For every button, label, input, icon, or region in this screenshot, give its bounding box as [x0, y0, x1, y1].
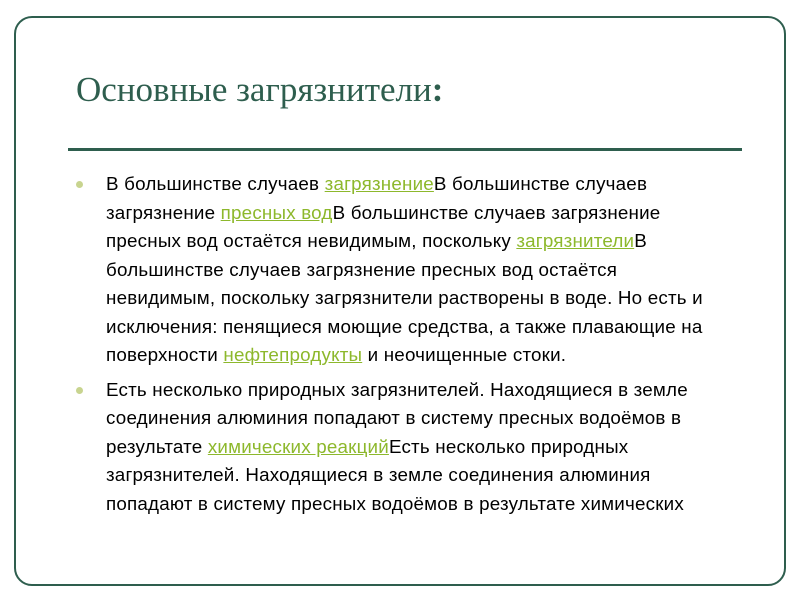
title-divider: [68, 148, 742, 151]
link-zagryazniteli[interactable]: загрязнители: [516, 230, 635, 251]
bullet-1-text-1: В большинстве случаев: [106, 173, 325, 194]
bullet-list: [68, 170, 728, 524]
bullet-dot-icon: [76, 387, 83, 394]
slide-title-text: Основные загрязнители: [76, 70, 432, 109]
slide-title: [76, 70, 443, 110]
bullet-1-text-2: В большинстве случаев загрязнение: [106, 173, 648, 223]
link-zagryaznenie[interactable]: загрязнение: [324, 173, 434, 194]
bullet-1-text-3: В большинстве случаев загрязнение пресных вод остаётся невидимым, поскольку: [106, 201, 661, 251]
bullet-1-text-5: и неочищенные стоки.: [362, 344, 567, 365]
bullet-dot-icon: [76, 181, 83, 188]
slide-title-colon: :: [431, 70, 444, 109]
bullet-item-1: [68, 170, 728, 370]
link-presnyh-vod[interactable]: пресных вод: [220, 201, 333, 223]
bullet-2-text-1: Есть несколько природных загрязнителей. Находящиеся в земле соединения алюминия попадают в систему пресных водоёмов в результате: [106, 378, 688, 457]
slide-frame: [14, 16, 786, 586]
link-nefteprodukty[interactable]: нефтепродукты: [223, 344, 363, 365]
bullet-1-text-4: В большинстве случаев загрязнение пресных вод остаётся невидимым, поскольку загрязнители растворены в воде. Но есть и исключения: пенящиеся моющие средства, а также плавающие на поверхности: [106, 230, 703, 365]
bullet-item-2: [68, 376, 728, 519]
bullet-2-text-2: Есть несколько природных загрязнителей. Находящиеся в земле соединения алюминия попадают в систему пресных водоёмов в результате химических: [106, 435, 684, 514]
link-himicheskih-reakciy[interactable]: химических реакций: [207, 435, 389, 457]
